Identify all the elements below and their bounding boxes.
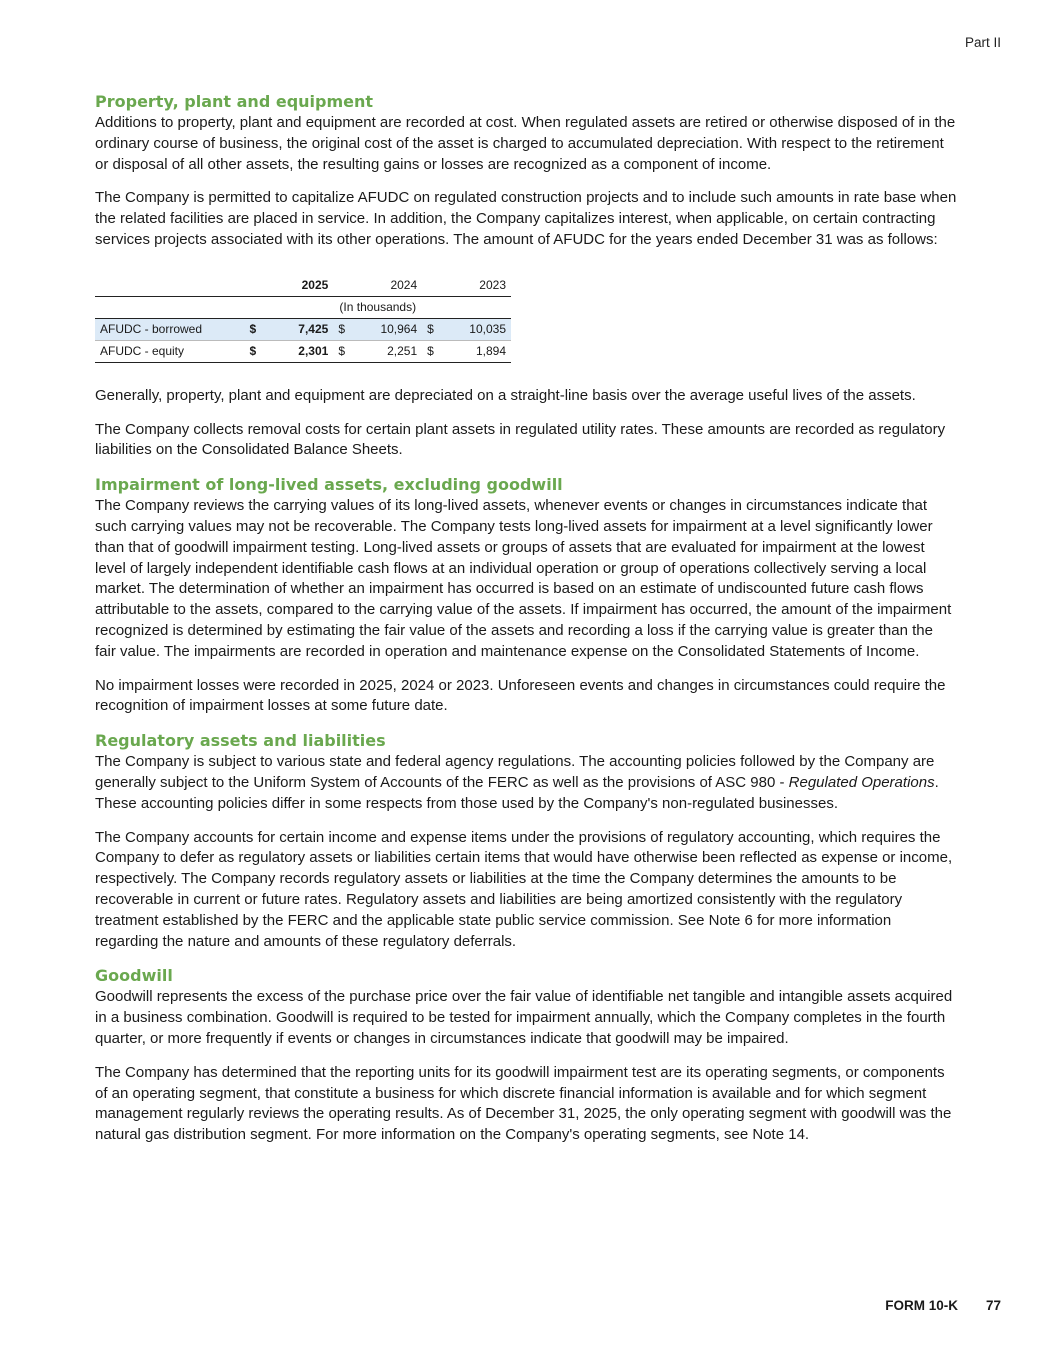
form-label: FORM 10-K (885, 1298, 958, 1313)
row-label: AFUDC - equity (95, 340, 245, 362)
year-2023: 2023 (439, 275, 511, 297)
ppe-paragraph-3: Generally, property, plant and equipment are depreciated on a straight-line basis over the average useful lives of the assets. (95, 386, 916, 404)
section-heading-ppe: Property, plant and equipment (95, 92, 374, 111)
part-label: Part II (964, 35, 1001, 50)
year-2024: 2024 (350, 275, 422, 297)
ppe-paragraph-1: Additions to property, plant and equipment are recorded at cost. When regulated assets are retired or otherwise disposed of in the ordinary course of business, the original cost of the asset is charged to accumulated depreciation. With respect to the retirement or disposal of all other assets, the resulting gains or losses are recognized as a component of income. (95, 114, 956, 173)
cell-value: 2,301 (261, 340, 333, 362)
cell-value: 1,894 (439, 340, 511, 362)
currency-symbol: $ (245, 340, 262, 362)
currency-symbol: $ (422, 340, 439, 362)
units-label: (In thousands) (245, 296, 511, 318)
regulatory-paragraph-1 (95, 752, 957, 814)
currency-symbol: $ (333, 318, 350, 340)
ppe-paragraph-2: The Company is permitted to capitalize AFUDC on regulated construction projects and to include such amounts in rate base when the related facilities are placed in service. In addition, the Company capitalizes interest, when applicable, on certain contracting services projects associated with its other operations. The amount of AFUDC for the years ended December 31 was as follows: (95, 189, 957, 248)
page-footer (885, 1298, 1001, 1313)
section-heading-impairment: Impairment of long-lived assets, excluding goodwill (95, 475, 563, 495)
document-body (95, 91, 957, 1159)
currency-symbol: $ (422, 318, 439, 340)
year-2025: 2025 (261, 275, 333, 297)
cell-value: 10,035 (439, 318, 511, 340)
table-row (95, 340, 511, 362)
row-label: AFUDC - borrowed (95, 318, 245, 340)
header-blank (95, 275, 245, 297)
regulatory-p1-text-a: The Company is subject to various state and federal agency regulations. The accounting policies followed by the Company are generally subject to the Uniform System of Accounts of the FERC as well as the provisions of ASC 980 - (95, 753, 935, 791)
impairment-paragraph-2: No impairment losses were recorded in 2025, 2024 or 2023. Unforeseen events and changes in circumstances could require the recognition of impairment losses at some future date. (95, 676, 946, 715)
table-units-row (95, 296, 511, 318)
cell-value: 2,251 (350, 340, 422, 362)
section-heading-goodwill: Goodwill (95, 966, 173, 986)
afudc-table (95, 275, 511, 363)
goodwill-paragraph-1: Goodwill represents the excess of the purchase price over the fair value of identifiable net tangible and intangible assets acquired in a business combination. Goodwill is required to be tested for impairment annually, which the Company completes in the fourth quarter, or more frequently if events or changes in circumstances indicate that goodwill may be impaired. (95, 988, 953, 1047)
cell-value: 7,425 (261, 318, 333, 340)
section-heading-regulatory: Regulatory assets and liabilities (95, 731, 386, 751)
cell-value: 10,964 (350, 318, 422, 340)
regulatory-p1-italic: Regulated Operations (788, 773, 935, 791)
ppe-paragraph-4: The Company collects removal costs for certain plant assets in regulated utility rates. These amounts are recorded as regulatory liabilities on the Consolidated Balance Sheets. (95, 420, 946, 459)
regulatory-p1-text-b: . These accounting policies differ in some respects from those used by the Company's non-regulated businesses. (95, 773, 939, 812)
impairment-paragraph-1: The Company reviews the carrying values of its long-lived assets, whenever events or changes in circumstances indicate that such carrying values may not be recoverable. The Company tests long-lived assets for impairment at a level significantly lower than that of goodwill impairment testing. Long-lived assets or groups of assets that are evaluated for impairment at the lowest level of largely independent identifiable cash flows at an individual operation or group of operations collectively serving a local market. The determination of whether an impairment has occurred is based on an estimate of undiscounted future cash flows attributable to the assets, compared to the carrying value of the assets. If impairment has occurred, the amount of the impairment recognized is determined by estimating the fair value of the assets and recording a loss if the carrying value is greater than the fair value. The impairments are recorded in operation and maintenance expense on the Consolidated Statements of Income. (95, 497, 952, 660)
goodwill-paragraph-2: The Company has determined that the reporting units for its goodwill impairment test are its operating segments, or components of an operating segment, that constitute a business for which discrete financial information is available and for which segment management regularly reviews the operating results. As of December 31, 2025, the only operating segment with goodwill was the natural gas distribution segment. For more information on the Company's operating segments, see Note 14. (95, 1063, 952, 1144)
page-number: 77 (985, 1298, 1001, 1313)
currency-symbol: $ (245, 318, 262, 340)
table-header-row (95, 275, 511, 297)
currency-symbol: $ (333, 340, 350, 362)
table-row (95, 318, 511, 340)
regulatory-paragraph-2: The Company accounts for certain income and expense items under the provisions of regulatory accounting, which requires the Company to defer as regulatory assets or liabilities certain items that would have otherwise been reflected as expense or income, respectively. The Company records regulatory assets or liabilities at the time the Company determines the amounts to be recoverable in current or future rates. Regulatory assets and liabilities are being amortized consistently with the regulatory treatment established by the FERC and the applicable state public service commission. See Note 6 for more information regarding the nature and amounts of these regulatory deferrals. (95, 828, 953, 950)
